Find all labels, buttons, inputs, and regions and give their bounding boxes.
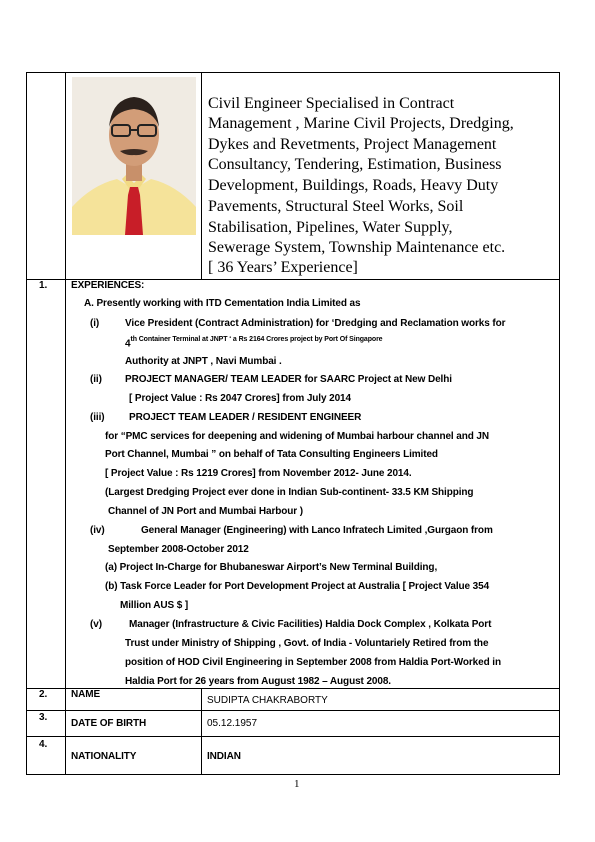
nationality-value: INDIAN [207, 751, 241, 762]
page-number: 1 [294, 778, 300, 790]
item-line-text: th Container Terminal at JNPT ‘ a Rs 2164 Crores project by Port Of Singapore [130, 336, 383, 343]
dob-label: DATE OF BIRTH [71, 718, 147, 729]
name-value: SUDIPTA CHAKRABORTY [207, 695, 328, 706]
row-number: 1. [39, 280, 48, 291]
name-label: NAME [71, 689, 101, 700]
item-line: Authority at JNPT , Navi Mumbai . [125, 356, 282, 367]
item-line [125, 337, 382, 349]
item-line: PROJECT MANAGER/ TEAM LEADER for SAARC Project at New Delhi [125, 374, 452, 385]
item-line: Haldia Port for 26 years from August 1982 – August 2008. [125, 676, 391, 687]
item-label: (iv) [90, 525, 105, 536]
item-line: (a) Project In-Charge for Bhubaneswar Airport’s New Terminal Building, [105, 562, 438, 573]
row-number: 2. [39, 689, 48, 700]
nationality-label: NATIONALITY [71, 751, 137, 762]
item-line: [ Project Value : Rs 2047 Crores] from July 2014 [129, 393, 351, 404]
item-label: (ii) [90, 374, 102, 385]
item-label: (v) [90, 619, 102, 630]
headline-line: Pavements, Structural Steel Works, Soil [208, 198, 464, 215]
dob-value: 05.12.1957 [207, 718, 258, 729]
item-line: (Largest Dredging Project ever done in Indian Sub-continent- 33.5 KM Shipping [105, 487, 474, 498]
item-line: PROJECT TEAM LEADER / RESIDENT ENGINEER [129, 412, 362, 423]
item-line: September 2008-October 2012 [108, 544, 249, 555]
headline-line: Consultancy, Tendering, Estimation, Business [208, 156, 502, 173]
item-line: [ Project Value : Rs 1219 Crores] from November 2012- June 2014. [105, 468, 412, 479]
headline-line: Civil Engineer Specialised in Contract [208, 95, 455, 112]
item-line: for “PMC services for deepening and widening of Mumbai harbour channel and JN [105, 431, 490, 442]
item-label: (i) [90, 318, 100, 329]
item-line: Channel of JN Port and Mumbai Harbour ) [108, 506, 303, 517]
row-number: 3. [39, 712, 48, 723]
item-line: Million AUS $ ] [120, 600, 189, 611]
item-line: General Manager (Engineering) with Lanco Infratech Limited ,Gurgaon from [141, 525, 493, 536]
item-line: position of HOD Civil Engineering in September 2008 from Haldia Port-Worked in [125, 657, 501, 668]
item-line: Trust under Ministry of Shipping , Govt. of India - Voluntariely Retired from the [125, 638, 489, 649]
item-line: Vice President (Contract Administration) for ‘Dredging and Reclamation works for [125, 318, 506, 329]
headline-line: Development, Buildings, Roads, Heavy Duty [208, 177, 499, 194]
item-line: Manager (Infrastructure & Civic Facilities) Haldia Dock Complex , Kolkata Port [129, 619, 492, 630]
item-line: Port Channel, Mumbai ” on behalf of Tata Consulting Engineers Limited [105, 449, 438, 460]
item-line: (b) Task Force Leader for Port Development Project at Australia [ Project Value 354 [105, 581, 490, 592]
experience-years: [ 36 Years’ Experience] [208, 259, 358, 276]
profile-photo [72, 77, 196, 235]
section-intro: A. Presently working with ITD Cementation India Limited as [84, 298, 361, 309]
headline-line: Stabilisation, Pipelines, Water Supply, [208, 219, 453, 236]
headline-line: Management , Marine Civil Projects, Dredging, [208, 115, 514, 132]
portrait-image [72, 77, 196, 235]
headline-line: Dykes and Revetments, Project Management [208, 136, 497, 153]
headline-line: Sewerage System, Township Maintenance etc. [208, 239, 506, 256]
superscript-prefix: 4 [125, 338, 131, 350]
section-title: EXPERIENCES: [71, 280, 145, 291]
row-number: 4. [39, 739, 48, 750]
item-label: (iii) [90, 412, 105, 423]
